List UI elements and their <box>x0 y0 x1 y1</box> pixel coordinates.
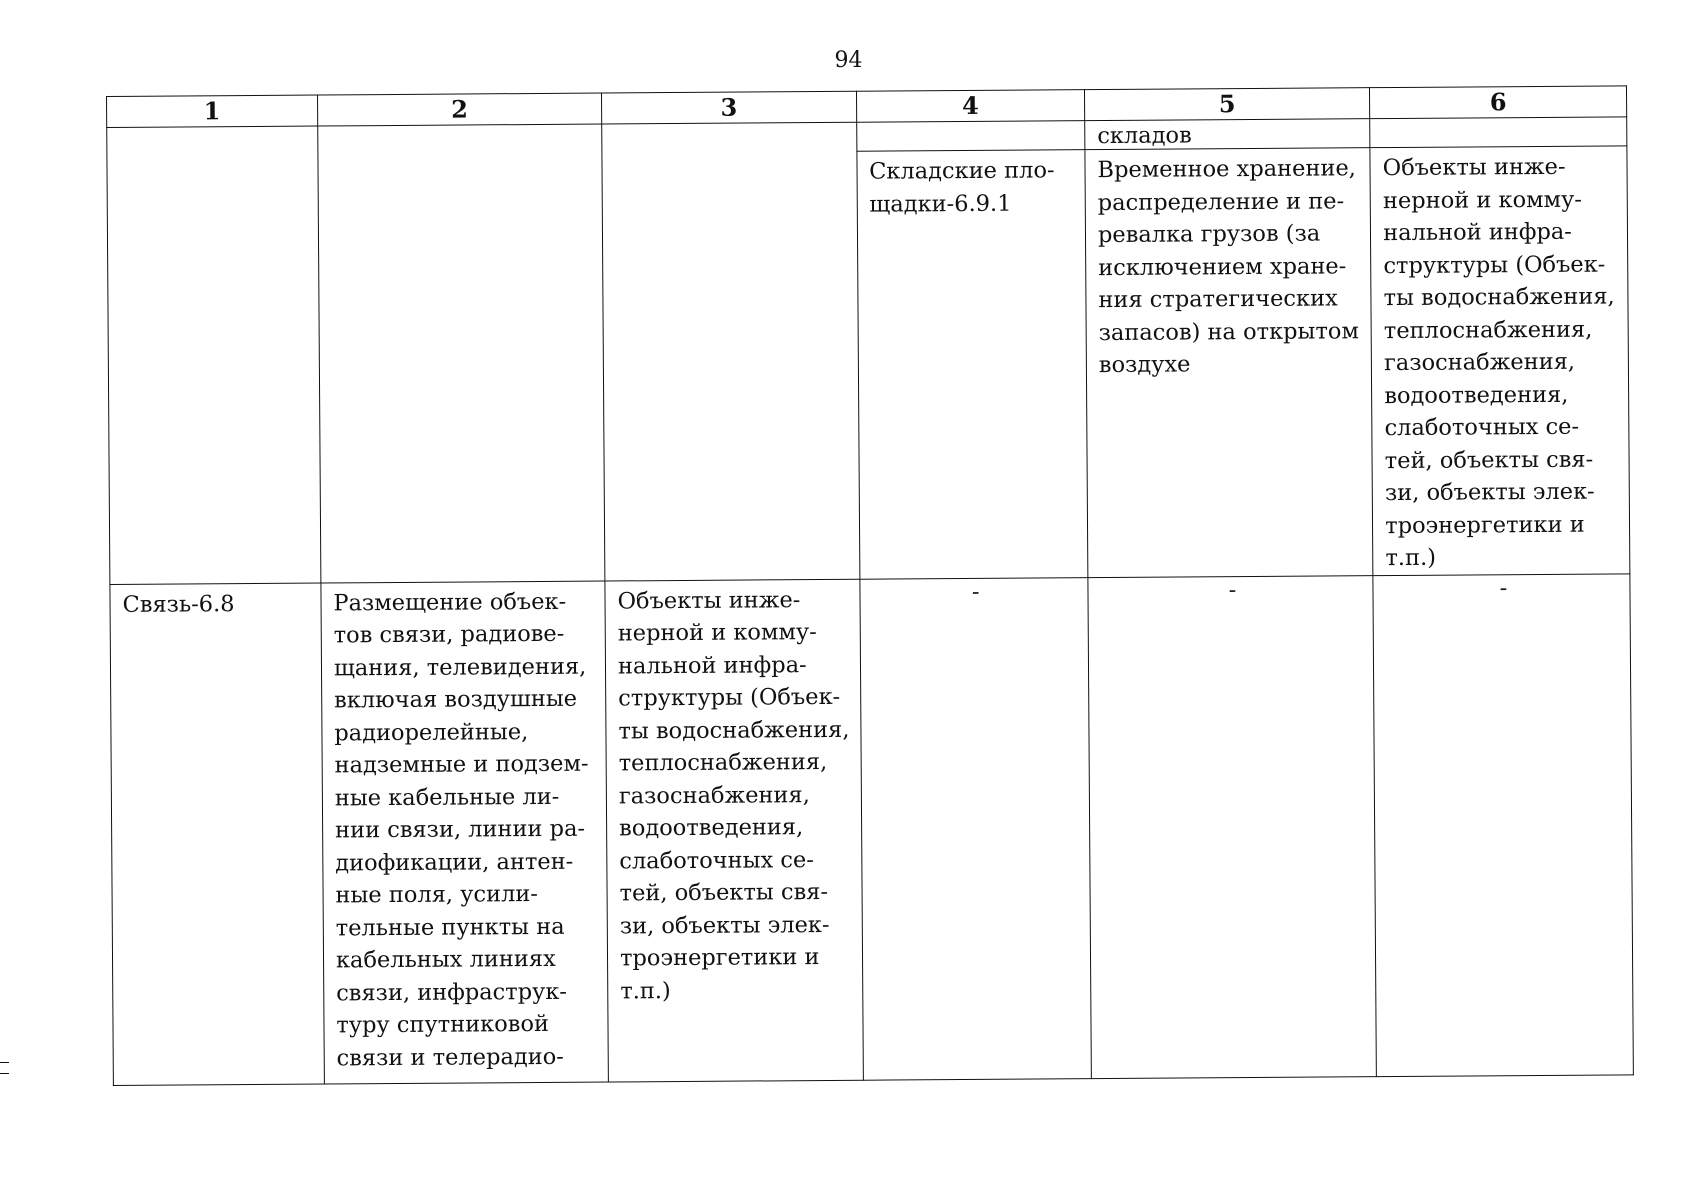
table-cell-r1-c3 <box>602 122 860 580</box>
column-header-1: 1 <box>107 95 318 127</box>
table-cell-r2-c3: Объекты инже- нерной и комму- нальной инфра- структуры (Объек- ты водоснабжения, теплоснабжения, газоснабжения, водоотведения, слаботочных се- тей, объекты свя- зи, объекты элек- троэнергетики и т.п.) <box>605 579 863 1082</box>
land-use-table <box>106 85 1634 1085</box>
table-cell-r1-c5: Временное хранение, распределение и пе- ревалка грузов (за исключением хране- ния стратегических запасов) на открытом воздухе <box>1085 148 1373 577</box>
column-header-3: 3 <box>601 91 856 124</box>
table-cell-r1-c2 <box>318 124 605 582</box>
table-cell-r2-c6: - <box>1373 573 1633 1076</box>
table-cell-r2-c1: Связь-6.8 <box>110 583 324 1085</box>
column-header-6: 6 <box>1370 86 1627 119</box>
table-cell-r2-c5: - <box>1088 575 1377 1078</box>
continued-cell-c5: складов <box>1085 119 1370 150</box>
continued-cell-c6 <box>1370 117 1627 148</box>
table-cell-r2-c2: Размещение объек- тов связи, радиове- щания, телевидения, включая воздушные радиорелейные, надземные и подзем- ные кабельные ли- нии связи, линии ра- диофикации, антен- ные поля, усили- тельные пункты на кабельных линиях связи, инфраструк- туру спутниковой связи и телерадио- <box>321 581 609 1084</box>
table-row <box>110 573 1633 1085</box>
page-number: 94 <box>834 48 863 73</box>
column-header-4: 4 <box>856 90 1085 123</box>
table-cell-r1-c4: Складские пло- щадки-6.9.1 <box>856 150 1087 579</box>
column-header-2: 2 <box>317 93 601 126</box>
table-cell-r1-c1 <box>107 126 321 584</box>
land-use-table-container <box>106 85 1634 1085</box>
page-edge-mark <box>0 1062 9 1074</box>
continued-cell-c4 <box>856 121 1085 152</box>
table-cell-r2-c4: - <box>859 577 1091 1080</box>
table-cell-r1-c6: Объекты инже- нерной и комму- нальной инфра- структуры (Объек- ты водоснабжения, теплоснабжения, газоснабжения, водоотведения, слаботочных се- тей, объекты свя- зи, объекты элек- троэнергетики и т.п.) <box>1370 146 1630 575</box>
column-header-5: 5 <box>1084 88 1369 121</box>
